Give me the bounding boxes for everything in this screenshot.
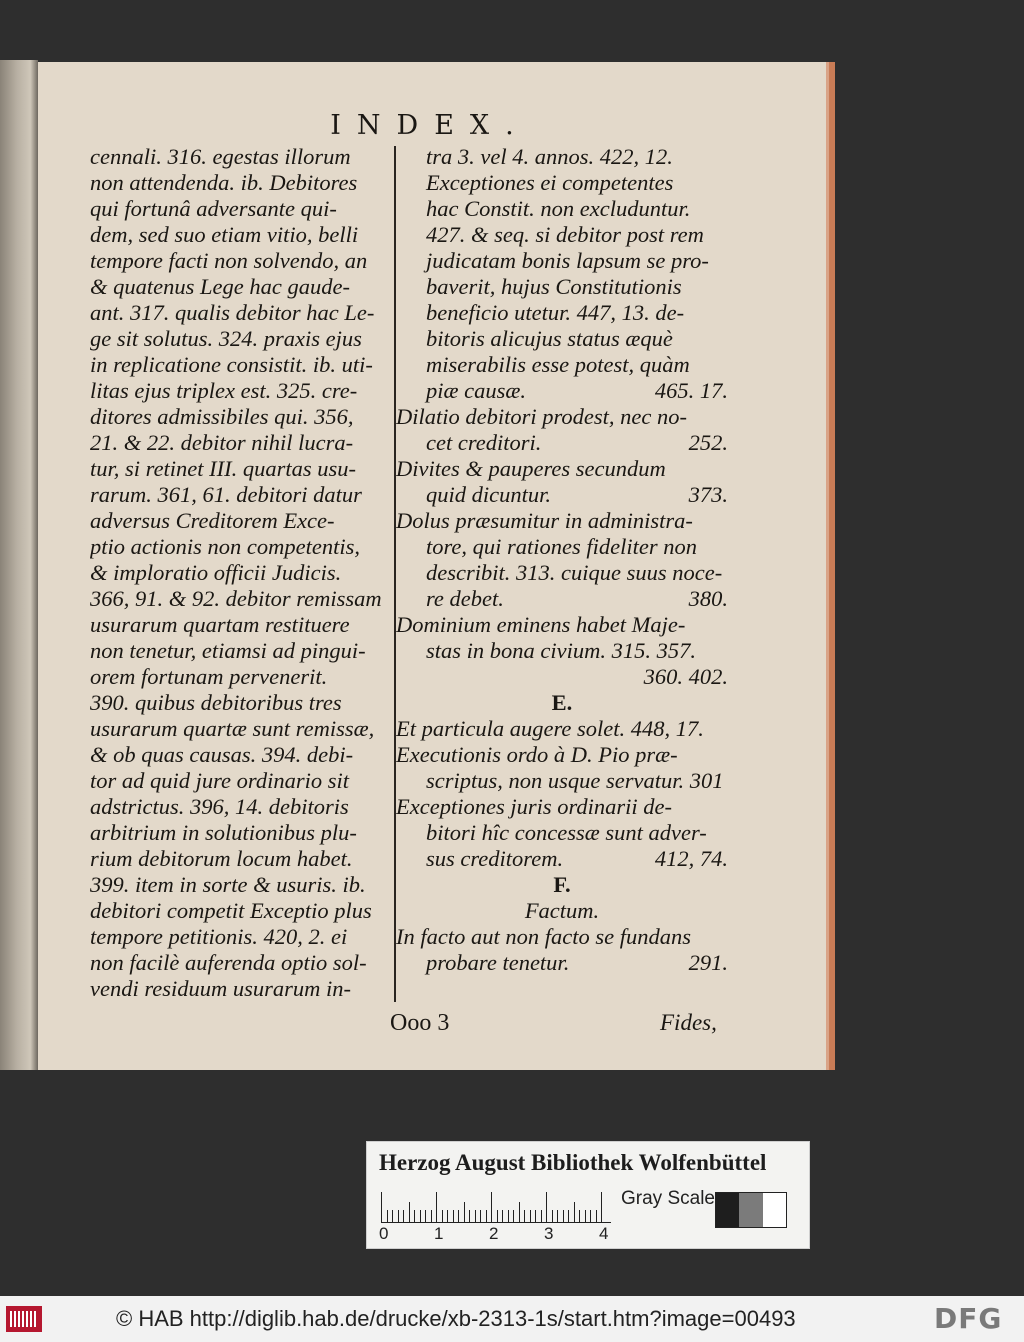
page-reference: 380. [688,586,728,611]
index-line-text: ptio actionis non competentis, [90,534,360,559]
index-line-text: non attendenda. ib. Debitores [90,170,358,195]
index-line-text: rium debitorum locum habet. [90,846,353,871]
ruler-tick [535,1210,536,1222]
index-line [396,716,728,742]
index-line-text: adversus Creditorem Exce- [90,508,335,533]
index-line-text: judicatam bonis lapsum se pro- [426,248,709,273]
ruler-tick [469,1210,470,1222]
index-line-text: vendi residuum usurarum in- [90,976,352,1001]
index-line [90,300,392,326]
index-line [396,352,728,378]
ruler-label: 0 [379,1224,389,1243]
index-line [90,846,392,872]
index-line-text: non tenetur, etiamsi ad pingui- [90,638,366,663]
ruler-tick [579,1210,580,1222]
index-line [396,664,728,690]
right-column [396,144,728,976]
ruler-tick [568,1210,569,1222]
ruler-tick [508,1210,509,1222]
color-scale-card [366,1141,810,1249]
adjacent-page-bleed [4,60,34,1070]
index-line-text: ant. 317. qualis debitor hac Le- [90,300,375,325]
index-line [396,248,728,274]
gray-scale-swatches [715,1192,787,1228]
ruler-tick [519,1202,520,1222]
ruler-tick [480,1210,481,1222]
book-page [38,62,835,1070]
page-reference: 291. [688,950,728,975]
index-line [90,716,392,742]
index-line [396,846,728,872]
ruler-tick [491,1192,492,1222]
index-line-text: non facilè auferenda optio sol- [90,950,367,975]
gray-swatch [716,1193,739,1227]
ruler-label: 4 [599,1224,609,1243]
index-line [396,430,728,456]
index-line-text: hac Constit. non excluduntur. [426,196,691,221]
index-line-text: orem fortunam pervenerit. [90,664,328,689]
index-line [90,742,392,768]
index-line [90,924,392,950]
ruler-tick [530,1210,531,1222]
ruler-tick [464,1202,465,1222]
ruler-tick [414,1210,415,1222]
index-line-text: Executionis ordo à D. Pio præ- [396,742,678,767]
ruler-tick [403,1210,404,1222]
ruler-tick [552,1210,553,1222]
ruler-tick [513,1210,514,1222]
index-line [396,950,728,976]
ruler-tick [596,1210,597,1222]
ruler-tick [409,1202,410,1222]
index-line [90,404,392,430]
index-line-text: debitori competit Exceptio plus [90,898,372,923]
ruler-tick [502,1210,503,1222]
index-line [396,742,728,768]
index-line [90,794,392,820]
index-line-text: 366, 91. & 92. debitor remissam [90,586,382,611]
index-line [396,690,728,716]
index-line [396,872,728,898]
index-line [90,170,392,196]
index-line-text: & ob quas causas. 394. debi- [90,742,354,767]
ruler-tick [524,1210,525,1222]
catchword: Fides, [660,1010,717,1035]
ruler-label: 1 [434,1224,444,1243]
ruler-label: 3 [544,1224,554,1243]
index-line-text: dem, sed suo etiam vitio, belli [90,222,359,247]
ruler-tick [398,1210,399,1222]
index-line-text: Dominium eminens habet Maje- [396,612,686,637]
index-line [396,326,728,352]
page-reference: 465. 17. [654,378,728,403]
ruler-tick [458,1210,459,1222]
ruler-label: 2 [489,1224,499,1243]
index-line-text: tore, qui rationes fideliter non [426,534,698,559]
ruler-tick [563,1210,564,1222]
index-line [90,508,392,534]
gray-scale-label: Gray Scale [621,1188,715,1209]
index-line [396,820,728,846]
index-line [396,274,728,300]
index-line-text: re debet. [426,586,504,611]
dfg-logo: DFG [934,1302,1003,1335]
index-line [396,560,728,586]
index-line [90,196,392,222]
index-line-text: piæ causæ. [426,378,527,403]
index-line [90,482,392,508]
index-line-text: Divites & pauperes secundum [396,456,666,481]
index-line-text: adstrictus. 396, 14. debitoris [90,794,349,819]
adjacent-page-edge [0,60,38,1070]
ruler-tick [420,1210,421,1222]
ruler-tick [601,1192,602,1222]
gray-swatch [763,1193,786,1227]
index-line-text: ge sit solutus. 324. praxis ejus [90,326,362,351]
index-line-text: tempore petitionis. 420, 2. ei [90,924,348,949]
ruler-tick [541,1210,542,1222]
index-line [90,222,392,248]
index-line-text: bitoris alicujus status æquè [426,326,673,351]
index-line-text: arbitrium in solutionibus plu- [90,820,357,845]
index-line-text: & quatenus Lege hac gaude- [90,274,350,299]
index-line-text: qui fortunâ adversante qui- [90,196,337,221]
ruler-tick [497,1210,498,1222]
index-line-text: stas in bona civium. 315. 357. [426,638,696,663]
index-line-text: probare tenetur. [426,950,570,975]
ruler-tick [557,1210,558,1222]
hab-logo-icon [6,1306,42,1332]
index-line-text: F. [553,872,571,897]
ruler-tick [453,1210,454,1222]
index-line-text: tur, si retinet III. quartas usu- [90,456,357,481]
index-line [396,222,728,248]
index-line [90,976,392,1002]
index-line [90,352,392,378]
index-line-text: in replicatione consistit. ib. uti- [90,352,373,377]
index-line-text: bitori hîc concessæ sunt adver- [426,820,707,845]
library-name: Herzog August Bibliothek Wolfenbüttel [379,1150,767,1175]
ruler-tick [590,1210,591,1222]
credit-link[interactable]: © HAB http://diglib.hab.de/drucke/xb-2313-1s/start.htm?image=00493 [116,1306,796,1331]
index-line [396,612,728,638]
index-line [396,378,728,404]
ruler-tick [436,1192,437,1222]
index-line [396,924,728,950]
index-line-text: Et particula augere solet. 448, 17. [396,716,704,741]
index-line-text: cet creditori. [426,430,542,455]
index-line-text: tempore facti non solvendo, an [90,248,368,273]
index-line [90,534,392,560]
ruler-tick [574,1202,575,1222]
index-line-text: & imploratio officii Judicis. [90,560,342,585]
ruler-tick [486,1210,487,1222]
index-line [90,820,392,846]
page-reference: 412, 74. [654,846,728,871]
index-line-text: Exceptiones juris ordinarii de- [396,794,672,819]
ruler-tick [425,1210,426,1222]
index-line-text: beneficio utetur. 447, 13. de- [426,300,685,325]
index-line [90,326,392,352]
index-line-text: 427. & seq. si debitor post rem [426,222,704,247]
ruler-tick [431,1210,432,1222]
index-line [396,768,728,794]
index-line-text: Dilatio debitori prodest, nec no- [396,404,688,429]
index-line [396,456,728,482]
index-line [396,300,728,326]
index-line [90,950,392,976]
index-line [90,898,392,924]
index-line [396,144,728,170]
index-line [90,248,392,274]
index-line [90,612,392,638]
index-line-text: rarum. 361, 61. debitori datur [90,482,362,507]
index-line-text: E. [551,690,573,715]
index-line [396,196,728,222]
index-line [396,170,728,196]
index-line [396,638,728,664]
signature-mark: Ooo 3 [390,1010,450,1036]
index-line [90,690,392,716]
ruler-tick [546,1192,547,1222]
index-line [396,508,728,534]
ruler-tick [392,1210,393,1222]
gray-swatch [739,1193,762,1227]
ruler-tick [381,1192,382,1222]
index-line-text: ditores admissibiles qui. 356, [90,404,354,429]
index-line [90,456,392,482]
index-line-text: scriptus, non usque servatur. 301 [426,768,724,793]
index-line-text: Exceptiones ei competentes [426,170,674,195]
page-reference: 252. [688,430,728,455]
index-line-text: Factum. [524,898,600,923]
running-head: INDEX. [330,110,530,141]
index-line-text: Dolus præsumitur in administra- [396,508,693,533]
index-line [90,586,392,612]
index-line [396,794,728,820]
index-line-text: 390. quibus debitoribus tres [90,690,342,715]
index-line [90,274,392,300]
index-line [90,560,392,586]
index-line [396,898,728,924]
index-line [396,534,728,560]
left-column [90,144,392,1002]
page-reference: 373. [688,482,728,507]
index-line-text: miserabilis esse potest, quàm [426,352,690,377]
index-line-text: describit. 313. cuique suus noce- [426,560,723,585]
index-line [396,586,728,612]
ruler-tick [475,1210,476,1222]
index-line-text: 399. item in sorte & usuris. ib. [90,872,366,897]
index-line-text: usurarum quartæ sunt remissæ, [90,716,375,741]
index-line [90,638,392,664]
index-line [396,404,728,430]
index-line-text: tra 3. vel 4. annos. 422, 12. [426,144,673,169]
index-line-text: tor ad quid jure ordinario sit [90,768,349,793]
index-line-text: baverit, hujus Constitutionis [426,274,682,299]
measurement-ruler [381,1186,611,1223]
index-line-text: In facto aut non facto se fundans [396,924,691,949]
index-line-text: sus creditorem. [426,846,564,871]
index-line [90,664,392,690]
index-line [90,768,392,794]
index-line-text: cennali. 316. egestas illorum [90,144,351,169]
credit-bar [0,1296,1024,1342]
index-line [396,482,728,508]
index-line-text: litas ejus triplex est. 325. cre- [90,378,358,403]
ruler-tick [447,1210,448,1222]
index-line-text: 21. & 22. debitor nihil lucra- [90,430,354,455]
ruler-tick [442,1210,443,1222]
index-line [90,872,392,898]
index-line-text: quid dicuntur. [426,482,552,507]
ruler-tick [585,1210,586,1222]
index-line [90,378,392,404]
index-line-text: usurarum quartam restituere [90,612,350,637]
ruler-tick [387,1210,388,1222]
index-line [90,144,392,170]
index-line [90,430,392,456]
page-reference: 360. 402. [643,664,728,689]
